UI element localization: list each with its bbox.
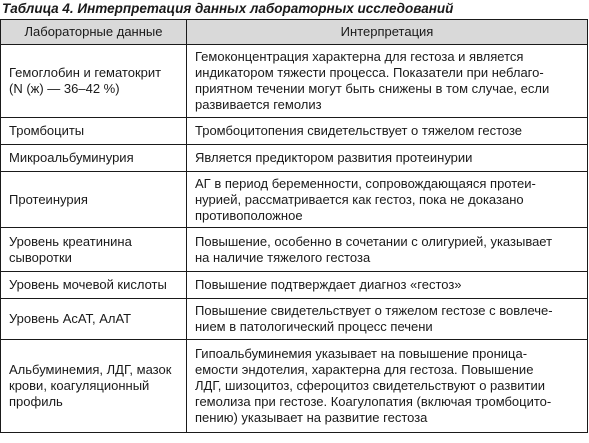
column-header-lab-data: Лабораторные данные — [1, 20, 187, 45]
interpretation-cell: Повышение свидетельствует о тяжелом гестозе с вовлече- нием в патологический процесс печени — [187, 299, 588, 340]
lab-data-cell: Уровень АсАТ, АлАТ — [1, 299, 187, 340]
lab-data-cell: Тромбоциты — [1, 118, 187, 145]
lab-data-cell: Гемоглобин и гематокрит (N (ж) — 36–42 %) — [1, 45, 187, 118]
table-header-row — [1, 20, 588, 45]
interpretation-cell: Повышение подтверждает диагноз «гестоз» — [187, 272, 588, 299]
interpretation-cell: Является предиктором развития протеинурии — [187, 145, 588, 172]
table-row — [1, 118, 588, 145]
column-header-interpretation: Интерпретация — [187, 20, 588, 45]
interpretation-cell: Гемоконцентрация характерна для гестоза и является индикатором тяжести процесса. Показатели при неблаго- приятном течении могут быть снижены в том случае, если развивается гемолиз — [187, 45, 588, 118]
table-row — [1, 145, 588, 172]
lab-data-cell: Протеинурия — [1, 172, 187, 228]
table-row — [1, 172, 588, 228]
interpretation-cell: Повышение, особенно в сочетании с олигурией, указывает на наличие тяжелого гестоза — [187, 228, 588, 272]
lab-data-cell: Альбуминемия, ЛДГ, мазок крови, коагуляционный профиль — [1, 340, 187, 433]
lab-data-cell: Уровень мочевой кислоты — [1, 272, 187, 299]
table-row — [1, 228, 588, 272]
interpretation-cell: Гипоальбуминемия указывает на повышение проница- емости эндотелия, характерна для гестоза. Повышение ЛДГ, шизоцитоз, сфероцитоз свидетельствуют о развитии гемолиза при гестозе. Коагулопатия (включая тромбоцито- пению) указывает на развитие гестоза — [187, 340, 588, 433]
interpretation-cell: Тромбоцитопения свидетельствует о тяжелом гестозе — [187, 118, 588, 145]
table-row — [1, 45, 588, 118]
interpretation-cell: АГ в период беременности, сопровождающаяся протеи- нурией, рассматривается как гестоз, пока не доказано противоположное — [187, 172, 588, 228]
table-row — [1, 299, 588, 340]
lab-data-cell: Микроальбуминурия — [1, 145, 187, 172]
table-row — [1, 272, 588, 299]
table-caption: Таблица 4. Интерпретация данных лабораторных исследований — [2, 1, 454, 16]
table-row — [1, 340, 588, 433]
lab-data-table — [0, 19, 588, 433]
lab-data-cell: Уровень креатинина сыворотки — [1, 228, 187, 272]
